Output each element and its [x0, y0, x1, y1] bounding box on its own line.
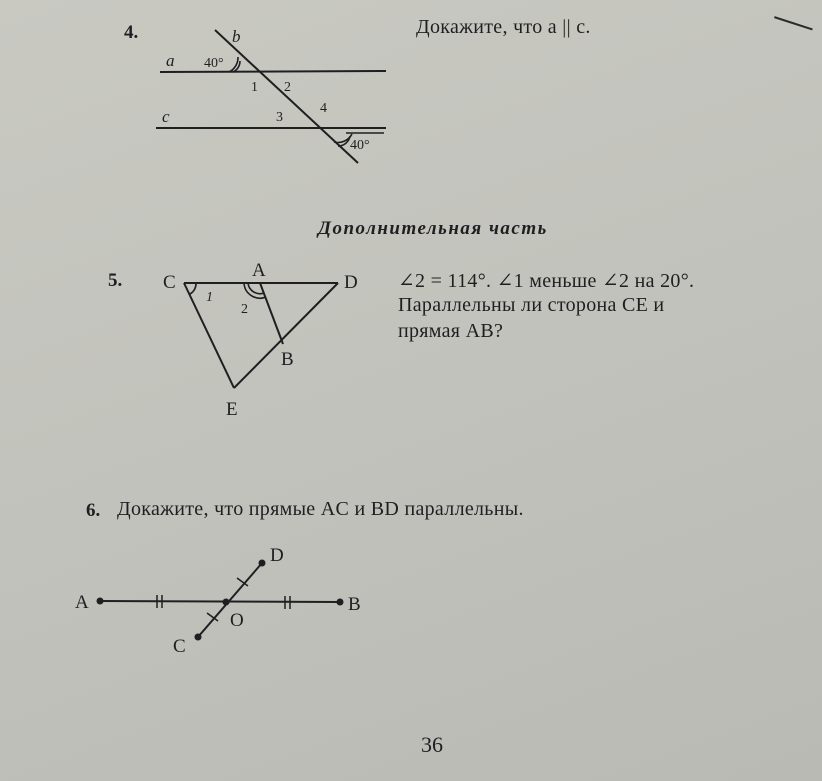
label-b: B: [281, 349, 294, 370]
page-number: 36: [421, 732, 443, 757]
label-a: A: [75, 592, 89, 613]
label-d: D: [270, 545, 284, 566]
problem-5-line-2: Параллельны ли сторона CE и: [398, 294, 665, 316]
additional-part-title: Дополнительная часть: [318, 218, 548, 239]
angle-3-label: 3: [276, 110, 283, 125]
point-d: [259, 560, 266, 567]
point-b: [337, 599, 344, 606]
problem-5-number: 5.: [108, 270, 123, 291]
problem-5-line-1: ∠2 = 114°. ∠1 меньше ∠2 на 20°.: [398, 270, 695, 292]
angle-4-label: 4: [320, 101, 327, 116]
problem-5-line-3: прямая AB?: [398, 320, 504, 342]
angle-2-label: 2: [241, 302, 248, 317]
point-o: [223, 599, 230, 606]
point-a: [97, 598, 104, 605]
label-c: C: [173, 636, 186, 657]
problem-6-text: Докажите, что прямые AC и BD параллельны.: [117, 498, 524, 520]
problem-6-number: 6.: [86, 500, 101, 521]
problem-4-text: Докажите, что a || c.: [416, 16, 591, 38]
label-e: E: [226, 399, 238, 420]
label-a: A: [252, 260, 266, 281]
problem-4-number: 4.: [124, 22, 139, 43]
angle-1-label: 1: [206, 290, 213, 305]
label-d: D: [344, 272, 358, 293]
label-o: O: [230, 610, 244, 631]
segment-ab: [100, 601, 340, 602]
angle-2-label: 2: [284, 80, 291, 95]
angle-top-value: 40°: [204, 56, 224, 71]
label-b: b: [232, 27, 241, 46]
label-a: a: [166, 51, 175, 70]
angle-1-label: 1: [251, 80, 258, 95]
label-c: C: [163, 272, 176, 293]
point-c: [195, 634, 202, 641]
label-c: c: [162, 107, 170, 126]
angle-bottom-value: 40°: [350, 138, 370, 153]
label-b: B: [348, 594, 361, 615]
